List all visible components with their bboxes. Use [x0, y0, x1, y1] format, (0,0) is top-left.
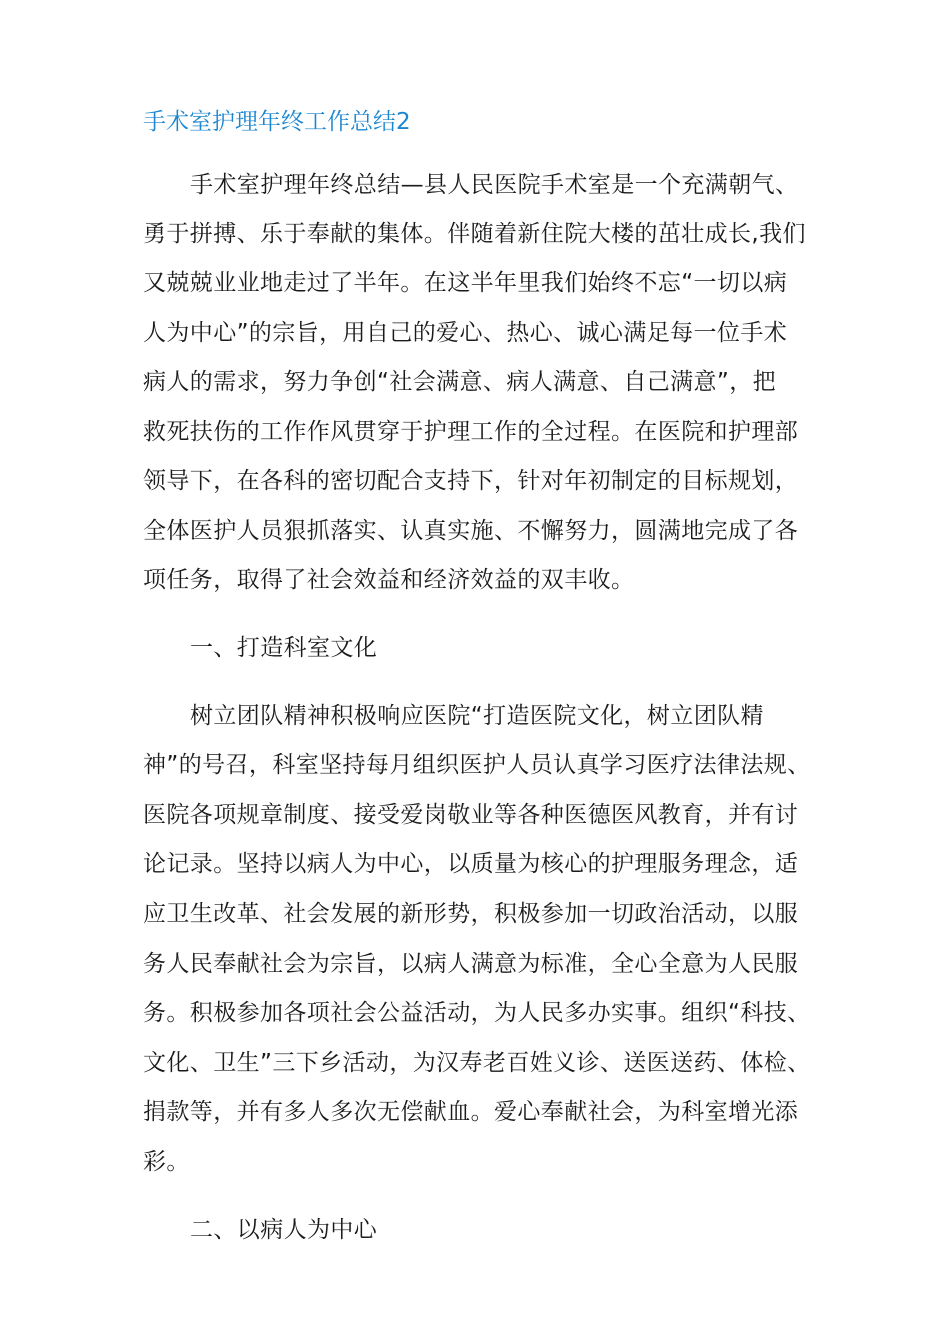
paragraph-2-line-7: 务。积极参加各项社会公益活动，为人民多办实事。组织“科技、	[143, 1000, 811, 1026]
paragraph-2-line-3: 医院各项规章制度、接受爱岗敬业等各种医德医风教育，并有讨	[143, 802, 799, 828]
paragraph-1-line-8: 全体医护人员狠抓落实、认真实施、不懈努力，圆满地完成了各	[143, 518, 799, 544]
paragraph-2-line-4: 论记录。坚持以病人为中心，以质量为核心的护理服务理念，适	[143, 851, 799, 877]
paragraph-2-line-6: 务人民奉献社会为宗旨，以病人满意为标准，全心全意为人民服	[143, 951, 799, 977]
paragraph-1-line-7: 领导下，在各科的密切配合支持下，针对年初制定的目标规划，	[143, 468, 799, 494]
paragraph-1-line-2: 勇于拼搏、乐于奉献的集体。伴随着新住院大楼的茁壮成长,我们	[143, 221, 806, 247]
section-heading-2: 二、以病人为中心	[190, 1217, 378, 1243]
paragraph-2-line-2: 神”的号召，科室坚持每月组织医护人员认真学习医疗法律法规、	[143, 752, 811, 778]
document-title: 手术室护理年终工作总结2	[143, 109, 411, 135]
paragraph-2-line-1: 树立团队精神积极响应医院“打造医院文化，树立团队精	[190, 703, 764, 729]
section-heading-1: 一、打造科室文化	[190, 635, 378, 661]
paragraph-1-line-1: 手术室护理年终总结—县人民医院手术室是一个充满朝气、	[190, 172, 799, 198]
paragraph-1-line-5: 病人的需求，努力争创“社会满意、病人满意、自己满意”，把	[143, 369, 777, 395]
paragraph-2-line-5: 应卫生改革、社会发展的新形势，积极参加一切政治活动，以服	[143, 901, 799, 927]
paragraph-1-line-4: 人为中心”的宗旨，用自己的爱心、热心、诚心满足每一位手术	[143, 320, 788, 346]
paragraph-1-line-3: 又兢兢业业地走过了半年。在这半年里我们始终不忘“一切以病	[143, 270, 788, 296]
paragraph-2-line-9: 捐款等，并有多人多次无偿献血。爱心奉献社会，为科室增光添	[143, 1099, 799, 1125]
paragraph-2-line-8: 文化、卫生”三下乡活动，为汉寿老百姓义诊、送医送药、体检、	[143, 1050, 811, 1076]
paragraph-1-line-9: 项任务，取得了社会效益和经济效益的双丰收。	[143, 567, 635, 593]
paragraph-1-line-6: 救死扶伤的工作作风贯穿于护理工作的全过程。在医院和护理部	[143, 419, 799, 445]
paragraph-2-line-10: 彩。	[143, 1149, 190, 1175]
